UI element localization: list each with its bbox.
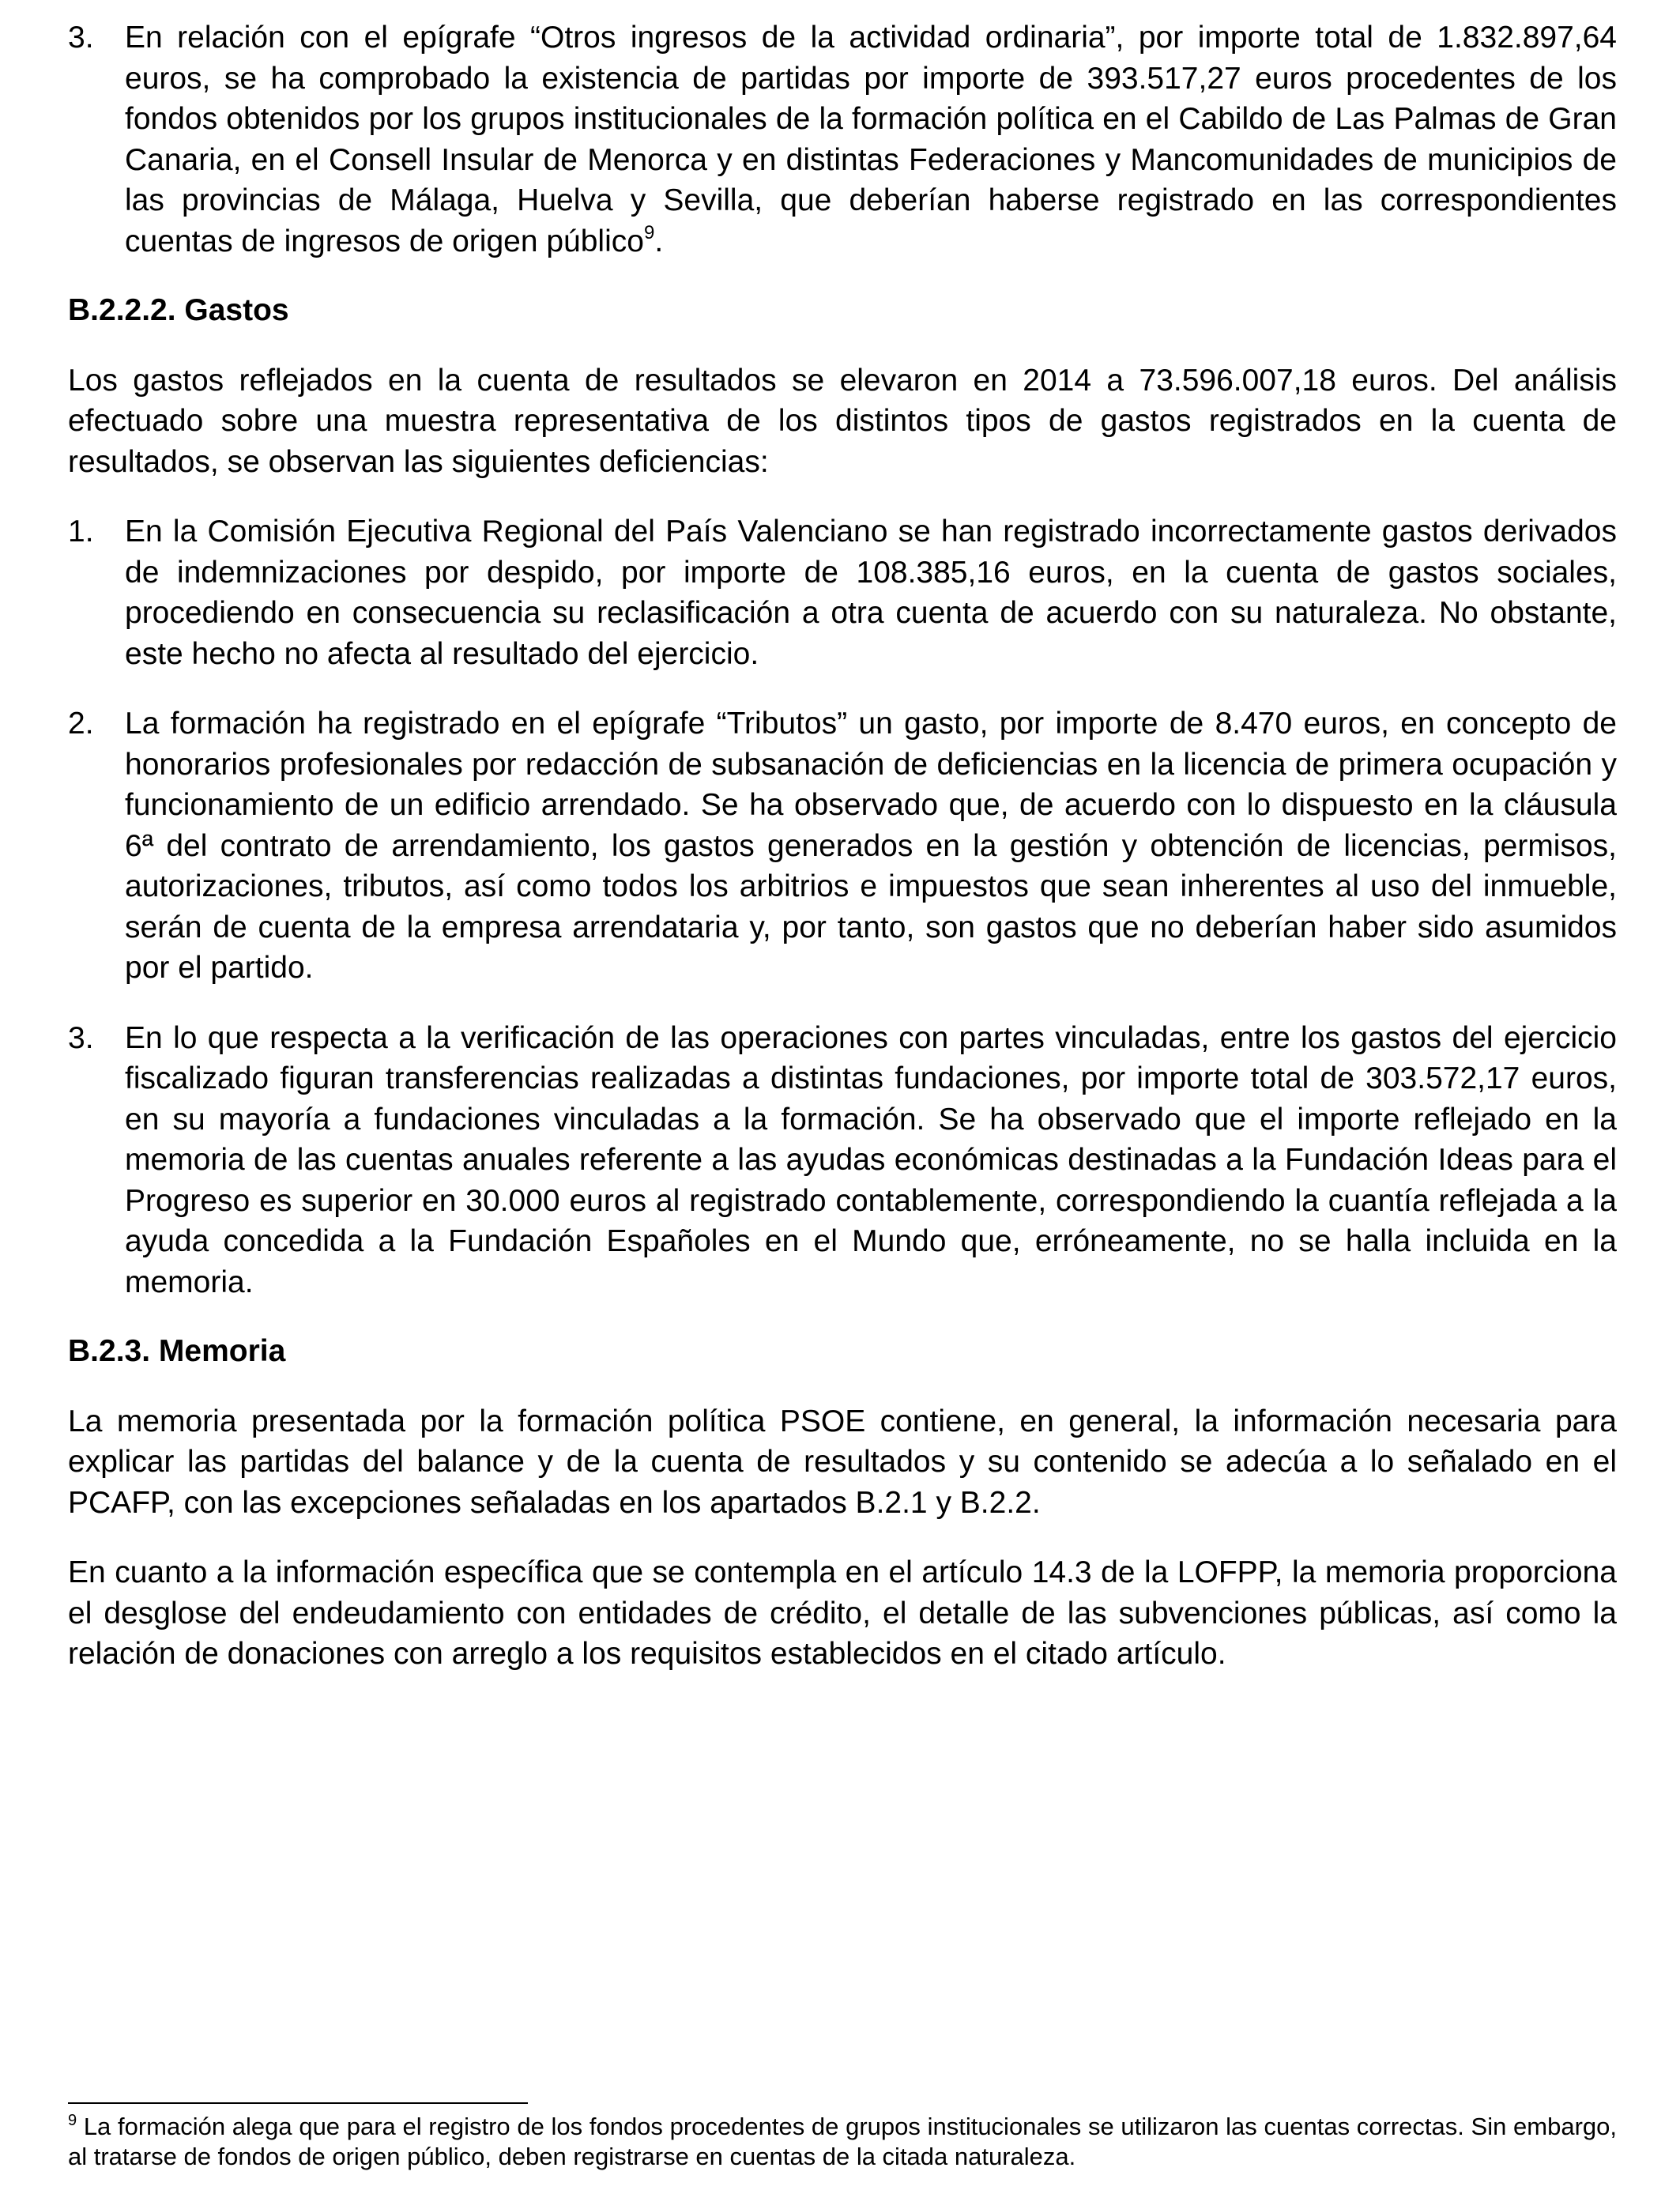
list-item-text: En relación con el epígrafe “Otros ingresos de la actividad ordinaria”, por importe total de 1.832.897,64 euros, se ha comprobado la existencia de partidas por importe de 393.517,27 euros procedentes de los fondos obtenidos por los grupos institucionales de la formación política en el Cabildo de Las Palmas de Gran Canaria, en el Consell Insular de Menorca y en distintas Federaciones y Mancomunidades de municipios de las provincias de Málaga, Huelva y Sevilla, que deberían haberse registrado en las correspondientes cuentas de ingresos de origen público bbox=[125, 21, 1617, 258]
section-heading-gastos: B.2.2.2. Gastos bbox=[68, 293, 289, 327]
list-number: 3. bbox=[68, 1020, 94, 1055]
list-item-text: La formación ha registrado en el epígrafe “Tributos” un gasto, por importe de 8.470 euros, en concepto de honorarios profesionales por redacción de subsanación de deficiencias en la licencia de primera ocupación y funcionamiento de un edificio arrendado. Se ha observado que, de acuerdo con lo dispuesto en la cláusula 6ª del contrato de arrendamiento, los gastos generados en la gestión y obtención de licencias, permisos, autorizaciones, tributos, así como todos los arbitrios e impuestos que sean inherentes al uso del inmueble, serán de cuenta de la empresa arrendataria y, por tanto, son gastos que no deberían haber sido asumidos por el partido. bbox=[125, 707, 1617, 985]
memoria-paragraph-1: La memoria presentada por la formación política PSOE contiene, en general, la información necesaria para explicar las partidas del balance y de la cuenta de resultados y su contenido se adecúa a lo señalado en el PCAFP, con las excepciones señaladas en los apartados B.2.1 y B.2.2. bbox=[68, 1404, 1617, 1520]
list-item-text: En lo que respecta a la verificación de las operaciones con partes vinculadas, entre los gastos del ejercicio fiscalizado figuran transferencias realizadas a distintas fundaciones, por importe total de 303.572,17 euros, en su mayoría a fundaciones vinculadas a la formación. Se ha observado que el importe reflejado en la memoria de las cuentas anuales referente a las ayudas económicas destinadas a la Fundación Ideas para el Progreso es superior en 30.000 euros al registrado contablemente, correspondiendo la cuantía reflejada a la ayuda concedida a la Fundación Españoles en el Mundo que, erróneamente, no se halla incluida en la memoria. bbox=[125, 1020, 1617, 1299]
gastos-paragraph: Los gastos reflejados en la cuenta de resultados se elevaron en 2014 a 73.596.007,18 euros. Del análisis efectuado sobre una muestra representativa de los distintos tipos de gastos registrados en la cuenta de resultados, se observan las siguientes deficiencias: bbox=[68, 363, 1617, 479]
list-number: 1. bbox=[68, 515, 94, 548]
footnote-divider bbox=[68, 2102, 528, 2104]
income-item-3: 3. En relación con el epígrafe “Otros ingresos de la actividad ordinaria”, por importe total de 1.832.897,64 euros, se ha comprobado la existencia de partidas por importe de 393.517,27 euros procedentes de los fondos obtenidos por los grupos institucionales de la formación política en el Cabildo de Las Palmas de Gran Canaria, en el Consell Insular de Menorca y en distintas Federaciones y Mancomunidades de municipios de las provincias de Málaga, Huelva y Sevilla, que deberían haberse registrado en las correspondientes cuentas de ingresos de origen público$^9$. bbox=[68, 17, 1617, 262]
memoria-paragraph-2: En cuanto a la información específica que se contempla en el artículo 14.3 de la LOFPP, la memoria proporciona el desglose del endeudamiento con entidades de crédito, el detalle de las subvenciones públicas, así como la relación de donaciones con arreglo a los requisitos establecidos en el citado artículo. bbox=[68, 1555, 1617, 1671]
list-number: 3. bbox=[68, 21, 94, 55]
list-item-text: En la Comisión Ejecutiva Regional del País Valenciano se han registrado incorrectamente gastos derivados de indemnizaciones por despido, por importe de 108.385,16 euros, en la cuenta de gastos sociales, procediendo en consecuencia su reclasificación a otra cuenta de acuerdo con su naturaleza. No obstante, este hecho no afecta al resultado del ejercicio. bbox=[125, 515, 1617, 671]
footnote bbox=[68, 2112, 1617, 2172]
footnote-reference[interactable]: 9 bbox=[643, 221, 655, 243]
gastos-item-3 bbox=[68, 1018, 1617, 1303]
footnote-text: La formación alega que para el registro de los fondos procedentes de grupos institucionales se utilizaron las cuentas correctas. Sin embargo, al tratarse de fondos de origen público, deben registrarse en cuentas de la citada naturaleza. bbox=[68, 2113, 1617, 2170]
document-body bbox=[68, 17, 1617, 1675]
gastos-item-1 bbox=[68, 511, 1617, 674]
footnote-number: 9 bbox=[68, 2112, 77, 2129]
section-heading-memoria: B.2.3. Memoria bbox=[68, 1334, 286, 1368]
gastos-item-2 bbox=[68, 703, 1617, 989]
list-number: 2. bbox=[68, 707, 94, 741]
